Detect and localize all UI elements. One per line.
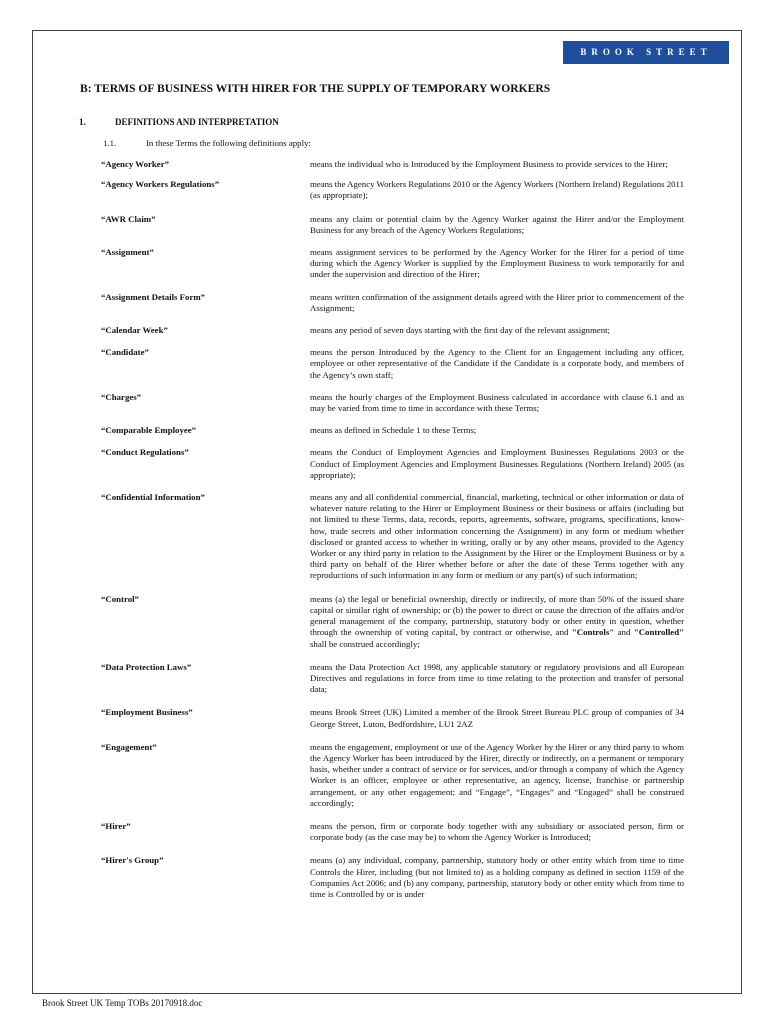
definition-term: “Hirer” [101,820,131,831]
definition-term: “Agency Workers Regulations” [101,179,220,190]
definition-meaning: means written confirmation of the assignment details agreed with the Hirer prior to commencement of the Assignment; [310,291,684,313]
clause-text: In these Terms the following definitions apply: [146,138,311,148]
definition-item [33,247,741,281]
definition-term: “Control” [101,593,139,604]
definition-meaning: means (a) the legal or beneficial ownership, directly or indirectly, of more than 50% of the issued share capital or similar right of ownership; or (b) the power to direct or cause the direction of the affairs and/or general management of the company, partnership, statutory body or other entity in question, whether through the ownership of voting capital, by contract or otherwise, and "Controls" and "Controlled" shall be construed accordingly; [310,593,684,649]
definition-item [33,214,741,236]
definition-item [33,392,741,414]
definition-meaning: means the engagement, employment or use of the Agency Worker by the Hirer or any third party to whom the Agency Worker has been introduced by the Hirer, directly or indirectly, on a permanent or temporary basis, whether under a contract of service or for services, and/or through a company of which the Agency Worker is an officer, employee or other representative, an agency, license, franchise or partnership arrangement, or any other engagement; and “Engage”, “Engages” and “Engaged” shall be construed accordingly; [310,741,684,808]
definition-item [33,662,741,696]
definitions-list [33,159,741,912]
definition-item [33,742,741,809]
definition-item [33,855,741,900]
definition-item [33,594,741,650]
definition-term: “Confidential Information” [101,492,205,503]
definition-item [33,159,741,170]
definition-meaning: means the hourly charges of the Employment Business calculated in accordance with clause 6.1 and as may be varied from time to time in accordance with these Terms; [310,391,684,414]
definition-term: “AWR Claim” [101,213,156,224]
definition-term: “Conduct Regulations” [101,447,189,458]
definition-item [33,447,741,481]
definition-meaning: means Brook Street (UK) Limited a member of the Brook Street Bureau PLC group of companies of 34 George Street, Luton, Bedfordshire, LU1 2AZ [310,707,684,729]
section-heading [79,117,279,127]
definition-term: “Hirer's Group” [101,855,164,866]
footer-filename: Brook Street UK Temp TOBs 20170918.doc [42,998,203,1008]
definition-item [33,707,741,729]
definition-item [33,492,741,582]
definition-meaning: means as defined in Schedule 1 to these Terms; [310,425,477,436]
definition-item [33,292,741,314]
definition-meaning: means any and all confidential commercial, financial, marketing, technical or other information or data of whatever nature relating to the Hirer or Employment Business or their business or affairs (including but not limited to these Terms, data, records, reports, agreements, software, programs, specifications, know-how, trade secrets and other information concerning the Assignment) in any form or medium whether disclosed or granted access to whether in writing, orally or by any other means, provided to the Agency Worker or any third party in relation to the Assignment by the Hirer or the Employment Business or by a third party on behalf of the Hirer whether before or after the date of these Terms together with any reproductions of such information in any form or medium or any part(s) of such information; [310,492,684,581]
definition-term: “Assignment Details Form” [101,291,206,302]
definition-item [33,179,741,201]
definition-term: “Calendar Week” [101,325,168,336]
definition-meaning: means the individual who is Introduced by the Employment Business to provide services to the Hirer; [310,159,668,169]
definition-item [33,425,741,436]
definition-term: “Agency Worker” [101,159,170,169]
definition-meaning: means any period of seven days starting with the first day of the relevant assignment; [310,325,610,336]
definition-item [33,325,741,336]
definition-item [33,821,741,843]
clause-number: 1.1. [103,138,117,148]
definition-term: “Employment Business” [101,707,193,718]
document-page [32,30,742,994]
definition-term: “Candidate” [101,347,149,358]
section-number: 1. [79,117,86,127]
definition-term: “Data Protection Laws” [101,661,192,672]
section-title: DEFINITIONS AND INTERPRETATION [115,117,279,127]
definition-meaning: means (a) any individual, company, partnership, statutory body or other entity which from time to time Controls the Hirer, including (but not limited to) as a holding company as defined in section 1159 of the Companies Act 2006; and (b) any company, partnership, statutory body or other entity which from time to time is Controlled by or is under [310,855,684,899]
document-title: B: TERMS OF BUSINESS WITH HIRER FOR THE SUPPLY OF TEMPORARY WORKERS [80,82,551,95]
definition-term: “Charges” [101,391,142,402]
definition-term: “Engagement” [101,741,157,752]
definition-meaning: means the person, firm or corporate body together with any subsidiary or associated person, firm or corporate body (as the case may be) to whom the Agency Worker is Introduced; [310,820,684,843]
clause-intro [103,138,311,148]
definition-item [33,347,741,381]
definition-meaning: means the person Introduced by the Agency to the Client for an Engagement including any officer, employee or other representative of the Candidate if the Candidate is a corporate body, and members of the Agency’s own staff; [310,347,684,380]
brook-street-logo: BROOK STREET [563,41,729,64]
definition-term: “Assignment” [101,247,154,258]
definition-meaning: means the Data Protection Act 1998, any applicable statutory or regulatory provisions and all European Directives and regulations in force from time to time relating to the protection and transfer of personal data; [310,661,684,695]
definition-meaning: means any claim or potential claim by the Agency Worker against the Hirer and/or the Employment Business for any breach of the Agency Workers Regulations; [310,213,684,235]
definition-meaning: means the Conduct of Employment Agencies and Employment Businesses Regulations 2003 or the Conduct of Employment Agencies and Employment Businesses Regulations (Northern Ireland) 2005 (as appropriate); [310,447,684,480]
definition-term: “Comparable Employee” [101,425,197,436]
definition-meaning: means assignment services to be performed by the Agency Worker for the Hirer for a period of time during which the Agency Worker is supplied by the Employment Business to work temporarily for and under the supervision and direction of the Hirer; [310,247,684,280]
definition-meaning: means the Agency Workers Regulations 2010 or the Agency Workers (Northern Ireland) Regulations 2011 (as appropriate); [310,179,684,201]
